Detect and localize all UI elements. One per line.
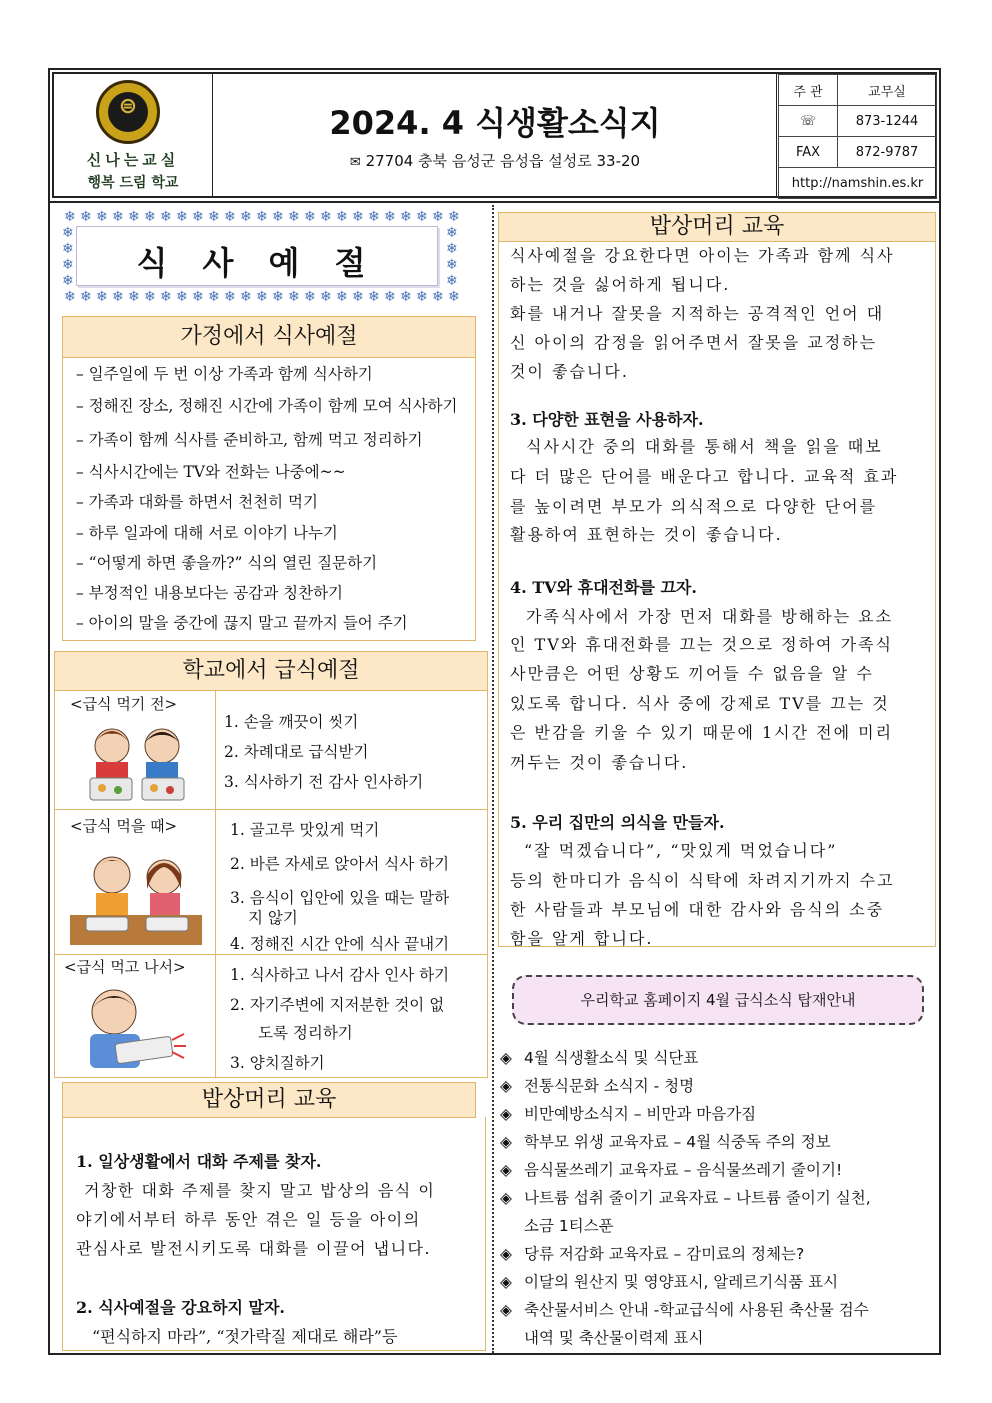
snowflake-icon: ❄	[320, 209, 332, 225]
phone-icon: ☏	[779, 106, 838, 137]
material-item-text: 이달의 원산지 및 영양표시, 알레르기식품 표시	[524, 1273, 839, 1291]
snowflake-icon: ❄	[288, 289, 300, 305]
snowflake-icon: ❄	[62, 257, 74, 273]
material-item-text: 나트륨 섭취 줄이기 교육자료 – 나트륨 줄이기 실천,	[524, 1189, 871, 1207]
snowflake-icon: ❄	[64, 209, 76, 225]
snowflake-icon: ❄	[240, 209, 252, 225]
snowflake-icon: ❄	[400, 209, 412, 225]
tip-line: 식사시간 중의 대화를 통해서 책을 읽을 때보	[526, 437, 883, 456]
snowflake-icon: ❄	[112, 289, 124, 305]
tip-line: 꺼두는 것이 좋습니다.	[510, 753, 689, 772]
tip-line: 활용하여 표현하는 것이 좋습니다.	[510, 525, 783, 544]
snowflake-icon: ❄	[96, 289, 108, 305]
home-etiquette-item: – 정해진 장소, 정해진 시간에 가족이 함께 모여 식사하기	[76, 397, 458, 415]
snowflake-icon: ❄	[448, 289, 460, 305]
grid-divider	[54, 954, 488, 955]
material-item-text: 축산물서비스 안내 -학교급식에 사용된 축산물 검수	[524, 1301, 869, 1319]
home-etiquette-heading: 가정에서 식사예절	[62, 316, 476, 358]
tip-line: 가족식사에서 가장 먼저 대화를 방해하는 요소	[526, 607, 894, 626]
snowflake-icon: ❄	[432, 209, 444, 225]
snowflake-icon: ❄	[62, 225, 74, 241]
material-item-text: 음식물쓰레기 교육자료 – 음식물쓰레기 줄이기!	[524, 1161, 843, 1179]
info-label: 주 관	[779, 75, 838, 106]
home-etiquette-item: – 부정적인 내용보다는 공감과 칭찬하기	[76, 584, 344, 602]
material-item	[500, 1242, 804, 1264]
school-etiquette-item: 2. 자기주변에 지저분한 것이 없	[230, 996, 445, 1014]
tip-5-title: 5. 우리 집만의 의식을 만들자.	[510, 813, 725, 832]
tip-line: 한 사람들과 부모님에 대한 감사와 음식의 소중	[510, 900, 885, 919]
snowflake-icon: ❄	[384, 289, 396, 305]
school-etiquette-item: 2. 바른 자세로 앉아서 식사 하기	[230, 855, 450, 873]
snowflake-icon: ❄	[160, 209, 172, 225]
snowflake-icon: ❄	[272, 289, 284, 305]
tip-line: “잘 먹겠습니다”, “맛있게 먹었습니다”	[524, 841, 838, 860]
snowflake-icon: ❄	[384, 209, 396, 225]
snowflake-icon: ❄	[112, 209, 124, 225]
contact-info-table	[778, 74, 935, 199]
snowflake-icon: ❄	[144, 209, 156, 225]
grid-divider	[215, 690, 216, 1078]
material-item-text: 당류 저감화 교육자료 – 감미료의 정체는?	[524, 1245, 805, 1263]
snowflake-icon: ❄	[62, 241, 74, 257]
material-item-text: 내역 및 축산물이력제 표시	[524, 1329, 704, 1347]
tip-3-title: 3. 다양한 표현을 사용하자.	[510, 410, 704, 429]
home-etiquette-item: – 하루 일과에 대해 서로 이야기 나누기	[76, 524, 338, 542]
tip-4-title: 4. TV와 휴대전화를 끄자.	[510, 578, 697, 597]
header-divider	[212, 74, 213, 196]
school-row-label: <급식 먹을 때>	[70, 817, 178, 835]
kids-eating-illustration	[70, 845, 202, 945]
tip-line: 다 더 많은 단어를 배운다고 합니다. 교육적 효과	[510, 467, 899, 486]
home-etiquette-item: – 아이의 말을 중간에 끊지 말고 끝까지 들어 주기	[76, 614, 408, 632]
snowflake-icon: ❄	[288, 209, 300, 225]
school-etiquette-item: 1. 골고루 맛있게 먹기	[230, 821, 380, 839]
snowflake-icon: ❄	[62, 273, 74, 289]
website-link[interactable]: http://namshin.es.kr	[779, 168, 937, 199]
material-item	[500, 1046, 698, 1068]
info-value: 872-9787	[838, 137, 937, 168]
address	[214, 150, 776, 171]
snowflake-icon: ❄	[432, 289, 444, 305]
snowflake-icon: ❄	[96, 209, 108, 225]
snowflake-icon: ❄	[352, 209, 364, 225]
school-logo-mark: ⊜	[118, 94, 138, 119]
tip-line: 식사예절을 강요한다면 아이는 가족과 함께 식사	[510, 246, 895, 265]
snowflake-icon: ❄	[400, 289, 412, 305]
snowflake-icon: ❄	[416, 209, 428, 225]
info-label: FAX	[779, 137, 838, 168]
school-row-label: <급식 먹기 전>	[70, 695, 178, 713]
snowflake-icon: ❄	[446, 241, 458, 257]
tip-line: 있도록 합니다. 식사 중에 강제로 TV를 끄는 것	[510, 694, 890, 713]
home-etiquette-item: – 가족이 함께 식사를 준비하고, 함께 먹고 정리하기	[76, 431, 423, 449]
school-motto: 신나는교실	[86, 151, 180, 169]
school-etiquette-item: 4. 정해진 시간 안에 식사 끝내기	[230, 935, 450, 953]
table-talk-heading-right: 밥상머리 교육	[498, 212, 936, 242]
diamond-bullet-icon: ◈	[500, 1245, 512, 1263]
snowflake-icon: ❄	[224, 289, 236, 305]
table-talk-heading-left: 밥상머리 교육	[62, 1082, 476, 1118]
tip-line: 관심사로 발전시키도록 대화를 이끌어 냅니다.	[76, 1239, 432, 1258]
home-etiquette-item: – “어떻게 하면 좋을까?” 식의 열린 질문하기	[76, 554, 378, 572]
diamond-bullet-icon: ◈	[500, 1105, 512, 1123]
snowflake-icon: ❄	[448, 209, 460, 225]
school-etiquette-item: 3. 음식이 입안에 있을 때는 말하	[230, 889, 450, 907]
school-etiquette-item: 지 않기	[248, 909, 298, 927]
snowflake-icon: ❄	[208, 289, 220, 305]
tip-line: 를 높이려면 부모가 의식적으로 다양한 단어를	[510, 497, 878, 516]
diamond-bullet-icon: ◈	[500, 1077, 512, 1095]
snowflake-icon: ❄	[336, 289, 348, 305]
snowflake-icon: ❄	[368, 209, 380, 225]
school-etiquette-item: 3. 식사하기 전 감사 인사하기	[224, 773, 424, 791]
section-main-title: 식 사 예 절	[136, 244, 378, 282]
snowflake-icon: ❄	[446, 273, 458, 289]
snowflake-icon: ❄	[128, 209, 140, 225]
snowflake-icon: ❄	[446, 257, 458, 273]
tip-line: 신 아이의 감정을 읽어주면서 잘못을 교정하는	[510, 333, 878, 352]
diamond-bullet-icon: ◈	[500, 1133, 512, 1151]
material-item	[500, 1186, 871, 1208]
snowflake-icon: ❄	[192, 209, 204, 225]
tip-line: 은 반감을 키울 수 있기 때문에 1시간 전에 미리	[510, 723, 894, 742]
kids-before-meal-illustration	[78, 716, 198, 804]
snowflake-icon: ❄	[368, 289, 380, 305]
snowflake-icon: ❄	[416, 289, 428, 305]
home-etiquette-item: – 일주일에 두 번 이상 가족과 함께 식사하기	[76, 365, 373, 383]
snowflake-icon: ❄	[144, 289, 156, 305]
school-slogan: 행복 드림 학교	[87, 175, 179, 191]
tip-line: 등의 한마디가 음식이 식탁에 차려지기까지 수고	[510, 871, 895, 890]
material-item	[500, 1130, 831, 1152]
tip-line: 야기에서부터 하루 동안 겪은 일 등을 아이의	[76, 1210, 421, 1229]
school-row-label: <급식 먹고 나서>	[64, 958, 186, 976]
snowflake-icon: ❄	[446, 225, 458, 241]
newsletter-title: 2024. 4 식생활소식지	[329, 104, 661, 142]
material-item-text: 비만예방소식지 – 비만과 마음가짐	[524, 1105, 757, 1123]
tip-2-title: 2. 식사예절을 강요하지 말자.	[76, 1298, 286, 1317]
material-item	[500, 1326, 704, 1348]
homepage-notice: 우리학교 홈페이지 4월 급식소식 탑재안내	[512, 975, 924, 1025]
header-divider	[776, 74, 777, 196]
school-etiquette-item: 1. 식사하고 나서 감사 인사 하기	[230, 966, 450, 984]
snowflake-icon: ❄	[80, 209, 92, 225]
snowflake-icon: ❄	[176, 289, 188, 305]
diamond-bullet-icon: ◈	[500, 1189, 512, 1207]
diamond-bullet-icon: ◈	[500, 1273, 512, 1291]
snowflake-icon: ❄	[304, 289, 316, 305]
tip-2-body: “편식하지 마라”, “젓가락질 제대로 해라”등	[92, 1327, 398, 1346]
snowflake-icon: ❄	[80, 289, 92, 305]
material-item	[500, 1102, 756, 1124]
school-etiquette-item: 1. 손을 깨끗이 씻기	[224, 713, 359, 731]
material-item	[500, 1158, 842, 1180]
material-item	[500, 1214, 614, 1236]
material-item-text: 전통식문화 소식지 - 청명	[524, 1077, 695, 1095]
snowflake-icon: ❄	[64, 289, 76, 305]
header-bottom-rule	[50, 201, 939, 203]
snowflake-icon: ❄	[256, 289, 268, 305]
snowflake-icon: ❄	[272, 209, 284, 225]
school-etiquette-item: 도록 정리하기	[258, 1024, 353, 1042]
snowflake-icon: ❄	[320, 289, 332, 305]
material-item	[500, 1298, 869, 1320]
school-etiquette-heading: 학교에서 급식예절	[54, 651, 488, 691]
tip-line: 인 TV와 휴대전화를 끄는 것으로 정하여 가족식	[510, 635, 893, 654]
snowflake-icon: ❄	[352, 289, 364, 305]
tip-line: 화를 내거나 잘못을 지적하는 공격적인 언어 대	[510, 304, 885, 323]
diamond-bullet-icon: ◈	[500, 1161, 512, 1179]
snowflake-icon: ❄	[224, 209, 236, 225]
snowflake-icon: ❄	[240, 289, 252, 305]
tip-line: 것이 좋습니다.	[510, 362, 629, 381]
tip-line: 하는 것을 싫어하게 됩니다.	[510, 275, 731, 294]
home-etiquette-item: – 가족과 대화를 하면서 천천히 먹기	[76, 493, 319, 511]
info-value: 873-1244	[838, 106, 937, 137]
snowflake-icon: ❄	[336, 209, 348, 225]
snowflake-icon: ❄	[160, 289, 172, 305]
material-item-text: 4월 식생활소식 및 식단표	[524, 1049, 699, 1067]
snowflake-icon: ❄	[208, 209, 220, 225]
material-item-text: 학부모 위생 교육자료 – 4월 식중독 주의 정보	[524, 1133, 831, 1151]
school-etiquette-item: 2. 차례대로 급식받기	[224, 743, 369, 761]
snowflake-icon: ❄	[176, 209, 188, 225]
post-icon: ✉	[349, 155, 361, 170]
snowflake-icon: ❄	[128, 289, 140, 305]
tip-line: 사만큼은 어떤 상황도 끼어들 수 없음을 알 수	[510, 664, 874, 683]
snowflake-icon: ❄	[192, 289, 204, 305]
diamond-bullet-icon: ◈	[500, 1301, 512, 1319]
material-item-text: 소금 1티스푼	[524, 1217, 614, 1235]
address-text: 27704 충북 음성군 음성읍 설성로 33-20	[365, 152, 641, 170]
snowflake-icon: ❄	[256, 209, 268, 225]
diamond-bullet-icon: ◈	[500, 1049, 512, 1067]
kid-cleanup-illustration	[68, 984, 188, 1072]
column-divider	[492, 205, 494, 1353]
tip-line: 거창한 대화 주제를 찾지 말고 밥상의 음식 이	[84, 1181, 436, 1200]
home-etiquette-item: – 식사시간에는 TV와 전화는 나중에~~	[76, 463, 346, 481]
info-value: 교무실	[838, 75, 937, 106]
grid-divider	[54, 809, 488, 810]
material-item	[500, 1074, 694, 1096]
school-etiquette-item: 3. 양치질하기	[230, 1054, 325, 1072]
tip-line: 함을 알게 합니다.	[510, 929, 654, 948]
tip-1-title: 1. 일상생활에서 대화 주제를 찾자.	[76, 1152, 322, 1171]
material-item	[500, 1270, 838, 1292]
snowflake-icon: ❄	[304, 209, 316, 225]
